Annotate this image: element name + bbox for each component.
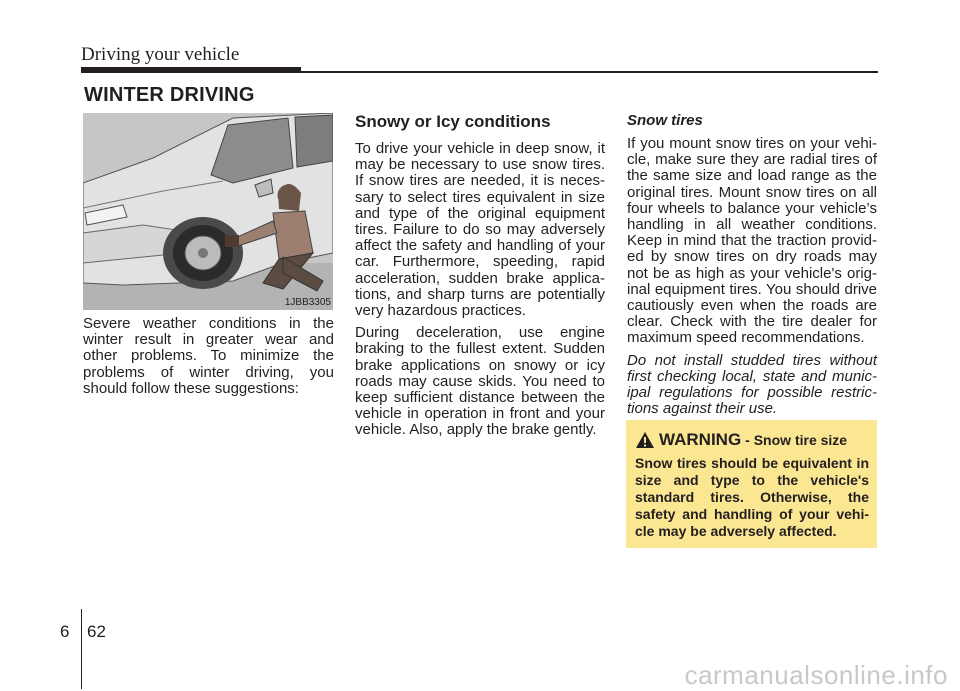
page-number: 62 bbox=[87, 622, 106, 641]
snow-tires-heading: Snow tires bbox=[627, 112, 703, 129]
car-illustration-drawing bbox=[83, 113, 333, 310]
column-right bbox=[627, 112, 877, 423]
warning-header bbox=[635, 430, 869, 450]
intro-paragraph: Severe weather conditions in the winter result in greater wear and other problems. To minimize the problems of winter driving, you should follow these suggestions: bbox=[83, 315, 334, 397]
warning-triangle-icon bbox=[635, 431, 655, 449]
running-header: Driving your vehicle bbox=[81, 44, 240, 65]
footer-divider bbox=[81, 609, 82, 689]
car-tire-illustration bbox=[83, 113, 333, 310]
warning-box bbox=[626, 420, 877, 548]
snowy-icy-paragraph-1: To drive your vehicle in deep snow, it may be necessary to use snow tires. If snow tires are needed, it is neces-sary to select tires equivalent in size and type of the original equipment tires. Failure to do so may adversely affect the safety and handling of your car. Furthermore, speeding, rapid acceleration, sudden brake applica-tions, and sharp turns are potentially very hazardous practices. bbox=[355, 140, 605, 320]
snow-tires-paragraph: If you mount snow tires on your vehi-cle, make sure they are radial tires of the same size and load range as the original tires. Mount snow tires on all four wheels to balance your vehicle’s handling in all weather conditions. Keep in mind that the traction provid-ed by snow tires on dry roads may not be as high as your vehicle's orig-inal equipment tires. You should drive cautiously even when the roads are clear. Check with the tire dealer for maximum speed recommendations. bbox=[627, 135, 877, 347]
snowy-icy-paragraph-2: During deceleration, use engine braking to the fullest extent. Sudden brake applications on snowy or icy roads may cause skids. You need to keep sufficient distance between the vehicle in operation in front and your vehicle. Also, apply the brake gently. bbox=[355, 324, 605, 439]
chapter-number: 6 bbox=[60, 622, 70, 641]
warning-title: WARNING bbox=[659, 430, 742, 449]
column-left bbox=[83, 316, 334, 403]
watermark: carmanualsonline.info bbox=[684, 660, 948, 690]
figure-code: 1JBB3305 bbox=[284, 297, 331, 308]
warning-subtitle: - Snow tire size bbox=[745, 432, 848, 448]
snowy-icy-heading: Snowy or Icy conditions bbox=[355, 112, 551, 131]
column-middle bbox=[355, 112, 605, 445]
studded-tires-note: Do not install studded tires without first checking local, state and munic-ipal regulations for possible restric-tions against their use. bbox=[627, 351, 877, 418]
header-rule-thin bbox=[300, 71, 878, 73]
section-heading: WINTER DRIVING bbox=[84, 84, 255, 106]
warning-body: Snow tires should be equivalent in size and type to the vehicle's standard tires. Otherwise, the safety and handling of your vehi-cle may be adversely affected. bbox=[635, 455, 869, 539]
header-rule-thick bbox=[81, 67, 301, 73]
